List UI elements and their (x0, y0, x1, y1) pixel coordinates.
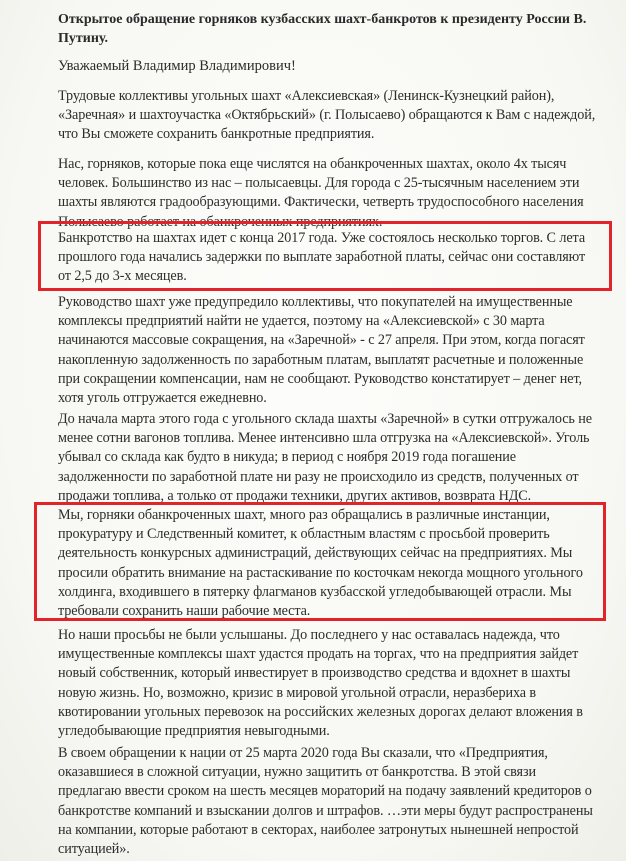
paragraph-coal-shipments (58, 410, 606, 506)
paragraph-address-quote (58, 744, 606, 859)
text-line: на компании, которые работают в секторах, наиболее затронутых нынешней непростой (58, 821, 579, 838)
text-line: банкротстве компаний и взыскании долгов и штрафов. …эти меры будут распространены (58, 802, 593, 819)
text-line: накопленную задолженность по заработным платам, выплатят расчетные и положенные (58, 351, 584, 368)
text-line: Но наши просьбы не были услышаны. До последнего у нас оставалась надежда, что (58, 627, 560, 643)
document-title (58, 10, 606, 48)
text-line: До начала марта этого года с угольного склада шахты «Заречной» в сутки отгружалось не (58, 411, 592, 427)
paragraph-hopes (58, 626, 606, 741)
text-line: просили обратить внимание на растаскивание по косточкам некогда мощного угольного (58, 564, 583, 581)
highlight-box-bankruptcy (38, 221, 612, 291)
text-line: Нас, горняков, которые пока еще числятся на обанкроченных шахтах, около 4х тысяч (58, 156, 567, 172)
text-line: ситуацией». (58, 841, 130, 858)
text-line: шахты являются градообразующими. Фактически, четверть трудоспособного населения (58, 194, 584, 211)
text-line: комплексы предприятий найти не удается, поэтому на «Алексиевской» с 30 марта (58, 313, 545, 330)
text-line: новый собственник, который инвестирует в производство средства и вдохнет в шахты (58, 665, 571, 682)
highlight-box-complaints (34, 502, 606, 621)
text-line: убывал со склада как будто в никуда; в период с ноября 2019 года погашение (58, 449, 516, 466)
paragraph-appeal (58, 87, 606, 145)
text-line: что Вы сможете сохранить банкротные предприятия. (58, 126, 375, 143)
text-line: при сокращении компенсации, нам не сообщают. Руководство констатирует – денег нет, (58, 370, 582, 387)
text-line: прошлого года начались задержки по выплате заработной платы, сейчас они составляют (58, 249, 586, 266)
text-line: Мы, горняки обанкроченных шахт, много раз обращались в различные инстанции, (58, 507, 550, 523)
title-line: Открытое обращение горняков кузбасских шахт-банкротов к президенту России В. (58, 12, 587, 27)
text-line: от 2,5 до 3-х месяцев. (58, 268, 187, 285)
title-line: Путину. (58, 31, 108, 46)
text-line: предлагаю ввести сроком на шесть месяцев мораторий на подачу заявлений кредиторов о (58, 783, 592, 800)
text-line: начинаются массовые сокращения, на «Заречной» - с 27 апреля. При этом, когда погасят (58, 332, 585, 349)
text-line: менее сотни вагонов топлива. Менее интенсивно шла отгрузка на «Алексиевской». Уголь (58, 430, 590, 447)
text-line: холдинга, входившего в пятерку флагманов кузбасской угледобывающей отрасли. Мы (58, 583, 572, 600)
text-line: В своем обращении к нации от 25 марта 2020 года Вы сказали, что «Предприятия, (58, 745, 548, 761)
text-line: угледобывающие предприятия невыгодными. (58, 723, 330, 740)
text-line: человек. Большинство из нас – полысаевцы. Для города с 25-тысячным населением эти (58, 175, 580, 192)
text-line: Банкротство на шахтах идет с конца 2017 года. Уже состоялось несколько торгов. С лета (58, 230, 586, 246)
greeting: Уважаемый Владимир Владимирович! (58, 58, 296, 74)
text-line: требовали сохранить наши рабочие места. (58, 603, 311, 620)
text-line: хотя уголь отгружается ежедневно. (58, 390, 267, 407)
text-line: прокуратуру и Следственный комитет, к областным властям с просьбой проверить (58, 526, 550, 543)
text-line: имущественные комплексы шахт удастся продать на торгах, что на предприятия зайдет (58, 646, 579, 663)
paragraph-layoffs (58, 293, 606, 408)
text-line: деятельность конкурсных администраций, действующих сейчас на предприятиях. Мы (58, 545, 573, 562)
text-line: квотировании угольных перевозок на российских железных дорогах делают вложения в (58, 703, 583, 720)
text-line: оказавшиеся в сложной ситуации, нужно защитить от банкротства. В этой связи (58, 764, 536, 781)
text-line: Руководство шахт уже предупредило коллективы, что покупателей на имущественные (58, 294, 573, 310)
text-line: новую жизнь. Но, возможно, кризис в мировой угольной отрасли, неразбериха в (58, 684, 537, 701)
text-line: «Заречная» и шахтоучастка «Октябрьский» (г. Полысаево) обращаются к Вам с надеждой, (58, 107, 596, 124)
text-line: задолженности по заработной плате ни разу не происходило из средств, полученных от (58, 468, 579, 485)
text-line: Трудовые коллективы угольных шахт «Алексиевская» (Ленинск-Кузнецкий район), (58, 88, 555, 104)
text-line: Полысаево работает на обанкроченных предприятиях. (58, 213, 383, 230)
text-line: продажи топлива, а только от продажи техники, других активов, возврата НДС. (58, 487, 532, 504)
